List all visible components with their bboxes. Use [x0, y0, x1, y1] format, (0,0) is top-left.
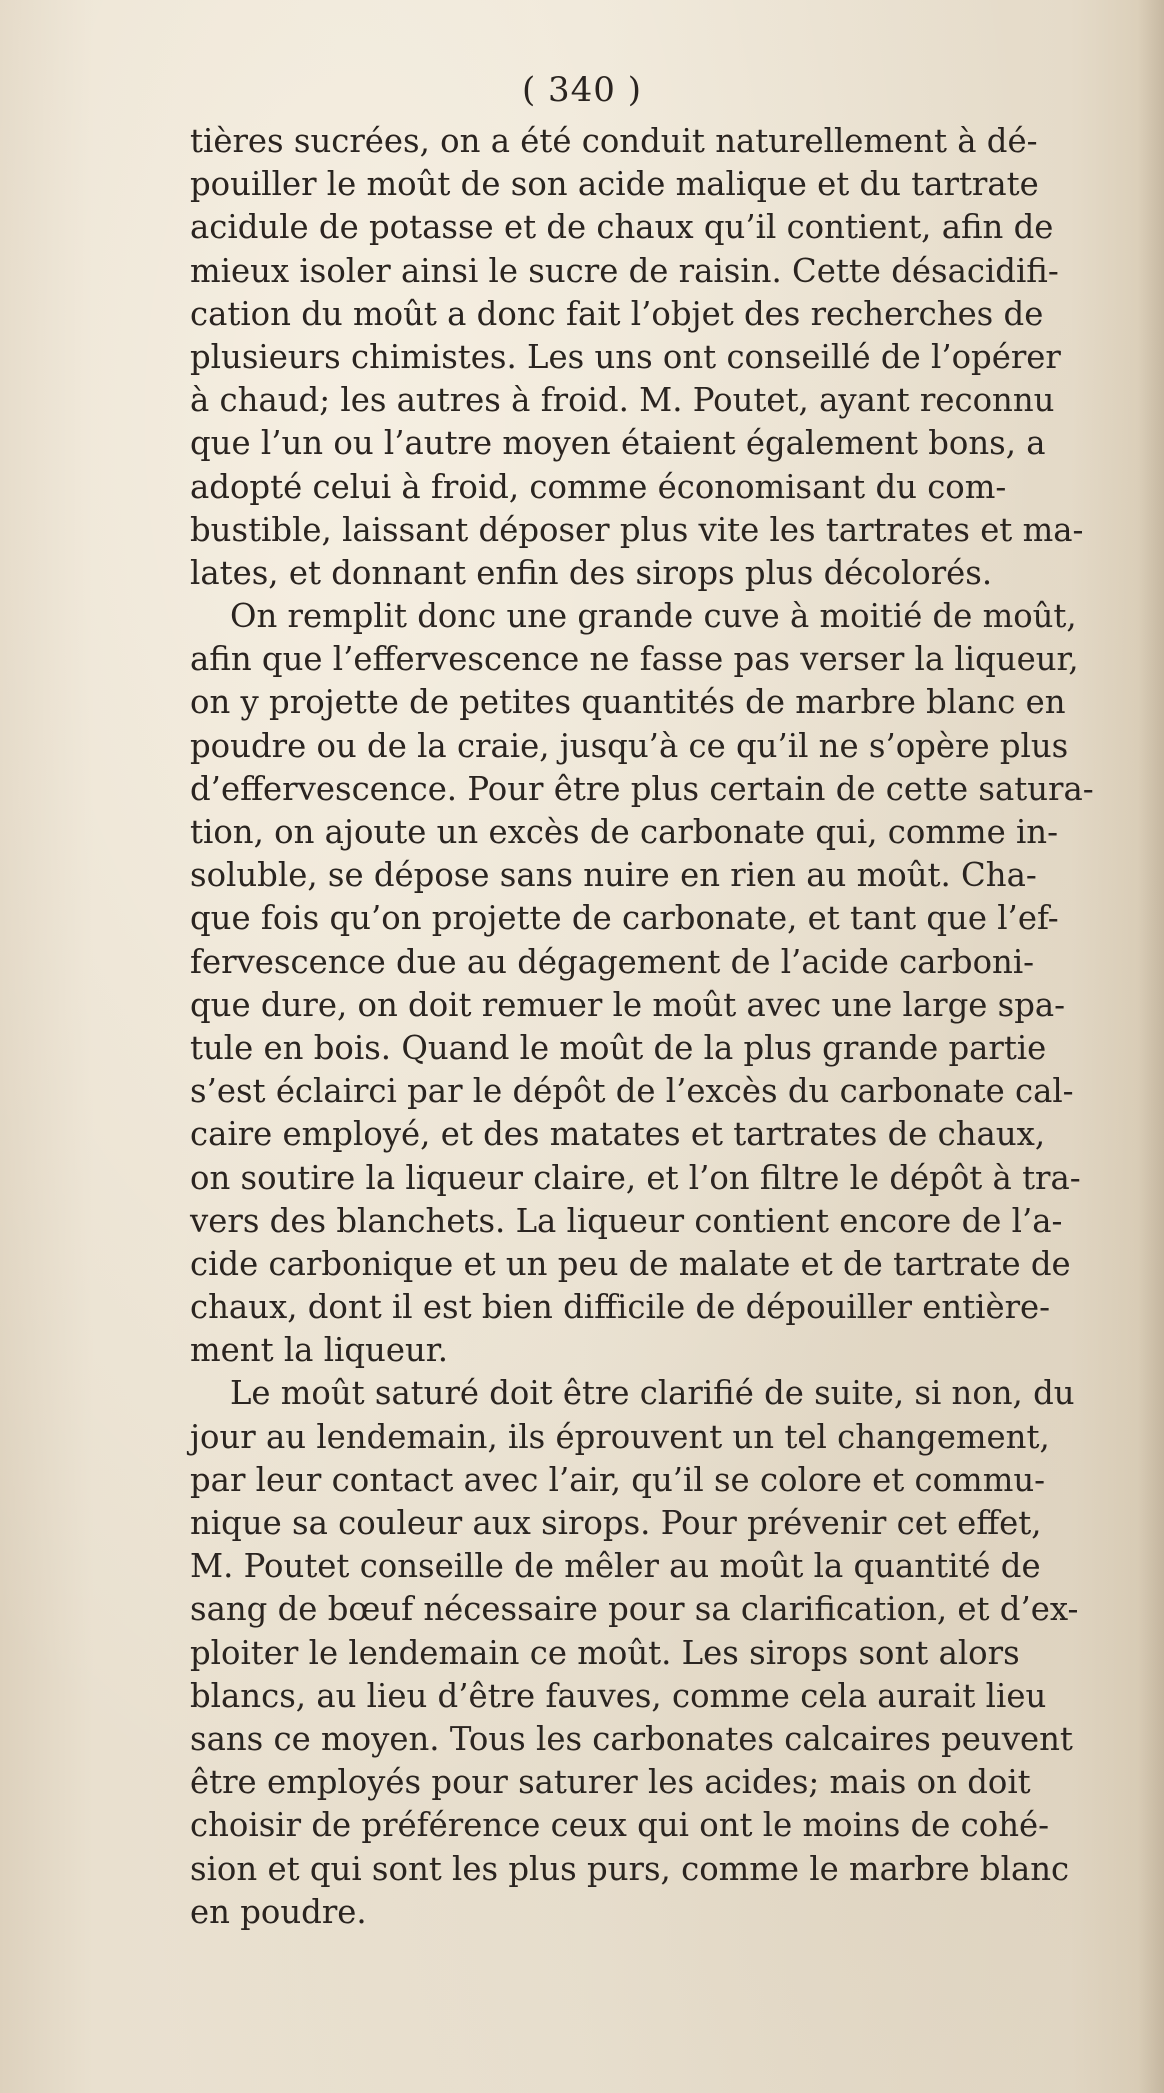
text-line: pouiller le moût de son acide malique et du tartrate	[190, 165, 1039, 204]
text-line: que fois qu’on projette de carbonate, et tant que l’ef-	[190, 899, 1059, 938]
text-line: blancs, au lieu d’être fauves, comme cela aurait lieu	[190, 1676, 1047, 1715]
text-line: s’est éclairci par le dépôt de l’excès du carbonate cal-	[190, 1072, 1074, 1111]
text-line: acidule de potasse et de chaux qu’il contient, afin de	[190, 208, 1054, 247]
text-line: caire employé, et des matates et tartrates de chaux,	[190, 1115, 1046, 1154]
text-line: mieux isoler ainsi le sucre de raisin. Cette désacidifi-	[190, 251, 1059, 290]
text-line: chaux, dont il est bien difficile de dépouiller entière-	[190, 1288, 1051, 1327]
text-line: adopté celui à froid, comme économisant du com-	[190, 467, 1007, 506]
text-line: jour au lendemain, ils éprouvent un tel changement,	[190, 1417, 1050, 1456]
text-line: que l’un ou l’autre moyen étaient également bons, a	[190, 424, 1046, 463]
text-line: nique sa couleur aux sirops. Pour prévenir cet effet,	[190, 1504, 1042, 1542]
text-line: choisir de préférence ceux qui ont le moins de cohé-	[190, 1806, 1050, 1845]
text-line: être employés pour saturer les acides; mais on doit	[190, 1763, 1031, 1802]
text-line: à chaud; les autres à froid. M. Poutet, ayant reconnu	[190, 381, 1055, 420]
text-line: on y projette de petites quantités de marbre blanc en	[190, 683, 1066, 722]
text-line: que dure, on doit remuer le moût avec une large spa-	[190, 985, 1066, 1024]
text-line: plusieurs chimistes. Les uns ont conseillé de l’opérer	[190, 337, 1061, 376]
body-text	[190, 120, 1164, 1934]
text-line: on soutire la liqueur claire, et l’on filtre le dépôt à tra-	[190, 1158, 1081, 1197]
text-line: sion et qui sont les plus purs, comme le marbre blanc	[190, 1849, 1070, 1888]
text-line: bustible, laissant déposer plus vite les tartrates et ma-	[190, 510, 1084, 549]
text-line: tule en bois. Quand le moût de la plus grande partie	[190, 1028, 1047, 1067]
text-line: tion, on ajoute un excès de carbonate qui, comme in-	[190, 813, 1059, 851]
text-line: poudre ou de la craie, jusqu’à ce qu’il ne s’opère plus	[190, 726, 1069, 765]
text-line: cide carbonique et un peu de malate et de tartrate de	[190, 1244, 1071, 1283]
text-line: fervescence due au dégagement de l’acide carboni-	[190, 942, 1035, 981]
text-line: par leur contact avec l’air, qu’il se colore et commu-	[190, 1460, 1046, 1499]
text-line: lates, et donnant enfin des sirops plus décolorés.	[190, 553, 993, 592]
text-line: soluble, se dépose sans nuire en rien au moût. Cha-	[190, 856, 1037, 895]
page-number: ( 340 )	[521, 70, 643, 110]
text-line: M. Poutet conseille de mêler au moût la quantité de	[190, 1547, 1041, 1586]
text-line: sang de bœuf nécessaire pour sa clarification, et d’ex-	[190, 1590, 1079, 1629]
text-line: sans ce moyen. Tous les carbonates calcaires peuvent	[190, 1719, 1073, 1758]
text-line: vers des blanchets. La liqueur contient encore de l’a-	[190, 1201, 1063, 1240]
text-line: ment la liqueur.	[190, 1331, 448, 1370]
text-line: Le moût saturé doit être clarifié de suite, si non, du	[230, 1374, 1075, 1413]
text-line: en poudre.	[190, 1892, 367, 1931]
text-line: d’effervescence. Pour être plus certain de cette satura-	[190, 769, 1094, 808]
text-line: On remplit donc une grande cuve à moitié de moût,	[230, 597, 1077, 636]
text-line: afin que l’effervescence ne fasse pas verser la liqueur,	[190, 640, 1079, 679]
text-line: ploiter le lendemain ce moût. Les sirops sont alors	[190, 1633, 1020, 1672]
text-line: tières sucrées, on a été conduit naturellement à dé-	[190, 122, 1038, 160]
text-line: cation du moût a donc fait l’objet des recherches de	[190, 294, 1044, 333]
